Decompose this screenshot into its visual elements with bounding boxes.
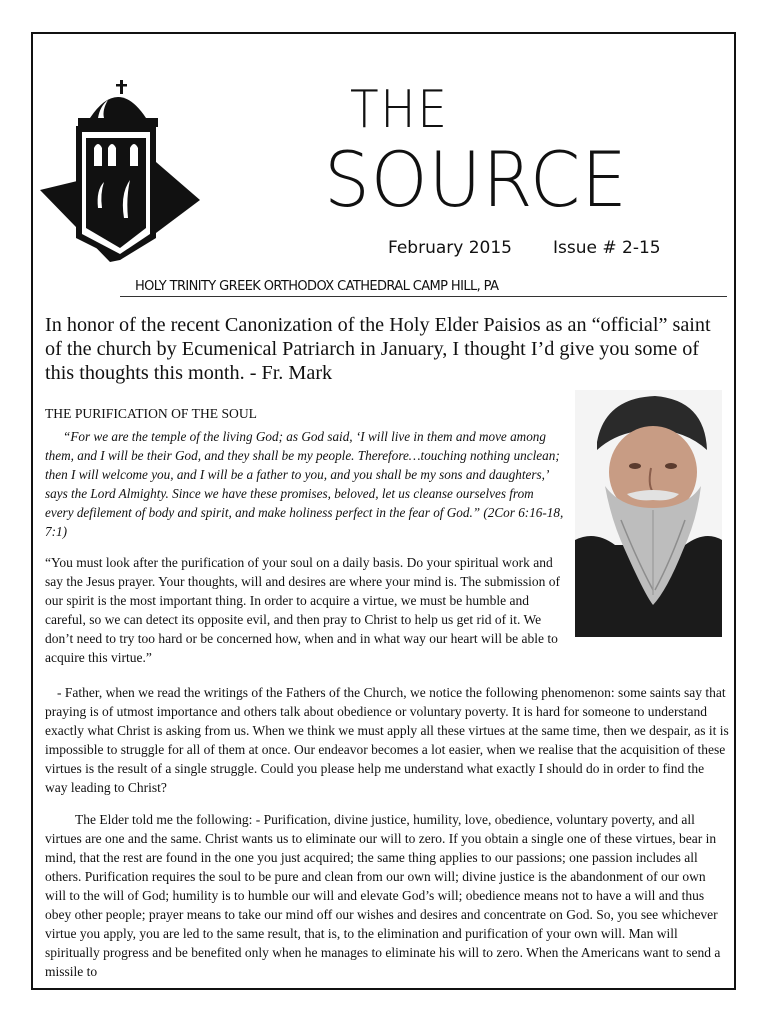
parish-name: HOLY TRINITY GREEK ORTHODOX CATHEDRAL CAMP HILL, PA xyxy=(135,279,499,294)
church-tower-icon xyxy=(38,78,203,263)
body-paragraph-3 xyxy=(45,810,729,981)
scripture-quote xyxy=(45,427,565,541)
issue-number: Issue # 2-15 xyxy=(553,238,661,258)
body-paragraph-3-text: The Elder told me the following: - Purification, divine justice, humility, love, obedience, voluntary poverty, and all virtues are one and the same. Christ wants us to eliminate our will to zero. If you obtain a single one of these virtues, bear in mind, that the rest are found in the one you just acquired; the same thing applies to our passions; one passion includes all others. Purification requires the soul to be pure and clean from our own will; divine justice is the abandonment of our own will to the will of God; humility is to humble our will and elevate God’s will; obedience means not to have a will and thus obey other people; prayer means to take our mind off our wishes and desires and concentrate on God. So, you see whichever virtue you apply, you are led to the same result, that is, to the elimination and purification of your own will. Man will spiritually progress and be benefited only when he manages to eliminate his will to zero. When the Americans want to send a missile to xyxy=(45,812,721,979)
elder-portrait xyxy=(575,390,722,637)
masthead-the: THE xyxy=(350,80,449,140)
masthead-divider xyxy=(120,296,727,297)
body-paragraph-2 xyxy=(45,683,729,797)
masthead-title: SOURCE xyxy=(324,135,628,224)
body-paragraph-2-text: - Father, when we read the writings of the Fathers of the Church, we notice the following phenomenon: some saints say that praying is of utmost importance and others talk about obedience or voluntary poverty. It is hard for someone to understand exactly what Christ is asking from us. When we think we must apply all these virtues at the same time, then we despair, as it is impossible to struggle for all of them at once. Our endeavor becomes a lot easier, when we realise that the acquisition of these virtues is the result of a single struggle. Could you please help me understand what exactly I should do in order to find the way leading to Christ? xyxy=(45,685,729,795)
issue-date: February 2015 xyxy=(388,238,512,258)
intro-paragraph: In honor of the recent Canonization of the Holy Elder Paisios as an “official” saint of the church by Ecumenical Patriarch in January, I thought I’d give you some of this thoughts this month. - Fr. Mark xyxy=(45,314,711,384)
scripture-quote-text: “For we are the temple of the living God; as God said, ‘I will live in them and move among them, and I will be their God, and they shall be my people. Therefore…touching nothing unclean; then I will welcome you, and I will be a father to you, and you shall be my sons and daughters,’ says the Lord Almighty. Since we have these promises, beloved, let us cleanse ourselves from every defilement of body and spirit, and make holiness perfect in the fear of God.” (2Cor 6:16-18, 7:1) xyxy=(45,429,564,539)
section-heading: THE PURIFICATION OF THE SOUL xyxy=(45,406,257,421)
body-paragraph-1: “You must look after the purification of your soul on a daily basis. Do your spiritual work and say the Jesus prayer. Your thoughts, will and desires are where your mind is. The submission of our spirit is the most important thing. In order to acquire a virtue, we must be humble and careful, so we can detect its opposite evil, and then pray to Christ to help us get rid of it. We don’t need to try too hard or be concerned how, when and in what way our heart will be able to acquire this virtue.” xyxy=(45,555,560,665)
